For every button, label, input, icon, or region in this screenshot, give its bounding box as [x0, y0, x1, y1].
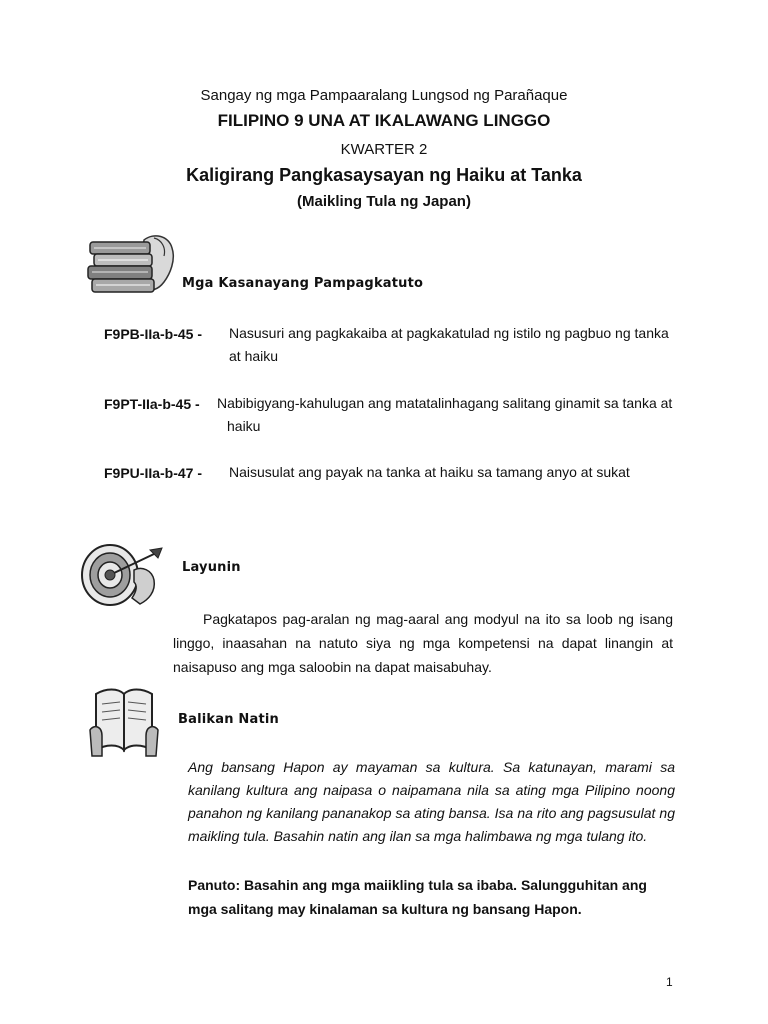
competency-description-line: Nasusuri ang pagkakaiba at pagkakatulad ng istilo ng pagbuo ng tanka: [229, 325, 669, 341]
competency-description-line: Naisusulat ang payak na tanka at haiku sa tamang anyo at sukat: [229, 464, 630, 480]
topic-title: Kaligirang Pangkasaysayan ng Haiku at Tanka: [186, 165, 582, 185]
competency-description: [229, 461, 689, 484]
competency-description: [229, 322, 689, 368]
competency-description: [217, 392, 687, 438]
instruction-paragraph: Panuto: Basahin ang mga maiikling tula sa ibaba. Salungguhitan ang mga salitang may kinalaman sa kultura ng bansang Hapon.: [188, 877, 647, 917]
objectives-section-title: Layunin: [182, 560, 241, 575]
document-title: FILIPINO 9 UNA AT IKALAWANG LINGGO: [217, 111, 551, 130]
target-dart-icon: [78, 540, 168, 610]
competency-code: F9PU-IIa-b-47 -: [104, 465, 203, 481]
topic-subtitle: (Maikling Tula ng Japan): [297, 193, 471, 210]
competency-description-line: Nabibigyang-kahulugan ang matatalinhagang salitang ginamit sa tanka at: [217, 395, 673, 411]
competency-code: F9PT-IIa-b-45 -: [104, 396, 200, 412]
competency-code: F9PB-IIa-b-45 -: [104, 326, 203, 342]
objectives-paragraph: Pagkatapos pag-aralan ng mag-aaral ang modyul na ito sa loob ng isang linggo, inaasahan na natuto siya ng mga kompetensi na dapat linangin at naisapuso ang mga saloobin na dapat maisabuhay.: [173, 611, 673, 675]
competency-description-line: haiku: [227, 418, 261, 434]
review-section-title: Balikan Natin: [178, 712, 279, 727]
open-book-icon: [88, 680, 160, 760]
review-paragraph: Ang bansang Hapon ay mayaman sa kultura. Sa katunayan, marami sa kanilang kultura ang naipasa o naipamana nila sa ating mga Pilipino noong panahon ng kanilang pananakop sa ating bansa. Isa na rito ang pagsusulat ng maikling tula. Basahin natin ang ilan sa mga halimbawa ng mga tulang ito.: [188, 759, 675, 844]
competencies-section-title: Mga Kasanayang Pampagkatuto: [182, 276, 424, 291]
competency-description-line: at haiku: [229, 348, 279, 364]
books-stack-icon: [84, 230, 184, 300]
quarter-label: KWARTER 2: [340, 141, 428, 158]
page-number: 1: [666, 975, 673, 989]
division-header: Sangay ng mga Pampaaralang Lungsod ng Parañaque: [200, 87, 568, 104]
